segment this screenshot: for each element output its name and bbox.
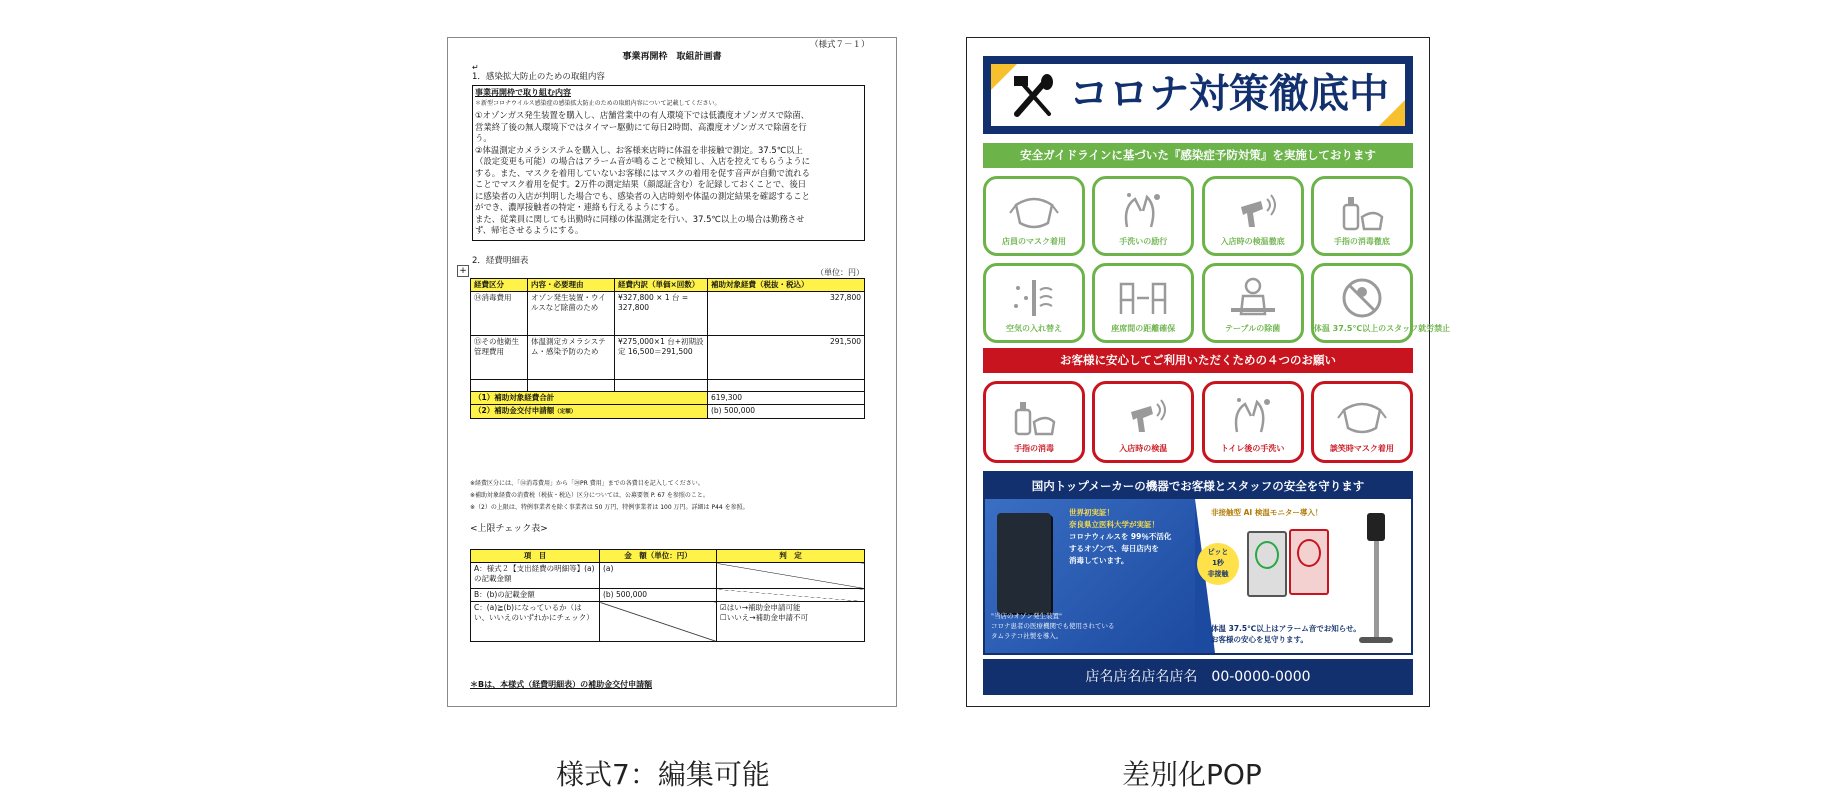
total2-note: （定額） <box>554 409 577 415</box>
row-category: ⑭消毒費用 <box>471 292 528 336</box>
ai-stand-pole <box>1374 541 1379 641</box>
tile-label: 体温 37.5℃以上のスタッフ就労禁止 <box>1313 324 1451 333</box>
tile-label: 座席間の距離確保 <box>1111 324 1176 333</box>
total1-value: 619,300 <box>708 392 865 405</box>
check-row <box>471 589 865 602</box>
ai-stand-base <box>1359 637 1393 643</box>
guideline-tile <box>1092 263 1194 343</box>
measures-line: ①オゾンガス発生装置を購入し、店舗営業中の有人環境下では低濃度オゾンガスで除菌、 <box>475 110 810 120</box>
note-1: ※経費区分には、「⑭消毒費用」から「⑳PR 費用」までの各費目を記入してください。 <box>470 480 704 487</box>
table-row <box>471 292 865 336</box>
tile-label: 手洗いの励行 <box>1119 237 1168 246</box>
section1-heading: 1．感染拡大防止のための取組内容 <box>472 72 605 82</box>
measures-line: に感染者の入店が判明した場合でも、感染者の入店時刻や体温の測定結果を確認すること <box>475 190 810 201</box>
measures-note: ＊新型コロナウイルス感染症の感染拡大防止のための取組内容について記載してください。 <box>475 100 721 107</box>
request-tile <box>983 381 1085 463</box>
tile-label: 入店時の検温徹底 <box>1220 237 1285 246</box>
ai-monitor-image-2 <box>1289 529 1329 595</box>
tile-label: トイレ後の手洗い <box>1220 444 1285 453</box>
check-row <box>471 563 865 589</box>
measures-line: ができ、濃厚接触者の特定・連絡も行えるようにする。 <box>475 202 685 212</box>
grant-row <box>471 405 865 419</box>
measures-text <box>475 110 810 237</box>
table-move-handle[interactable]: + <box>457 265 469 277</box>
ozone-line: 奈良県立医科大学が実証！ <box>1069 520 1159 529</box>
guideline-tile <box>1311 263 1451 343</box>
check-judge-crossed <box>717 589 865 602</box>
measures-line: う。 <box>475 133 492 143</box>
caption-right: 差別化POP <box>1122 758 1262 791</box>
check-judge <box>717 602 865 642</box>
tile-label: 店員のマスク着用 <box>1002 237 1066 246</box>
ai-line: お客様の安心を見守ります。 <box>1211 635 1308 644</box>
check-row <box>471 602 865 642</box>
check-item: B：(b)の記載金額 <box>471 589 600 602</box>
total-row <box>471 392 865 405</box>
tile-label: 談笑時マスク着用 <box>1329 444 1394 453</box>
header-category: 経費区分 <box>471 279 528 292</box>
measures-line: 営業終了後の無人環境下ではタイマー駆動にて毎日2時間、高濃度オゾンガスで除菌を行 <box>475 121 807 132</box>
ozone-small-line: "当店のオゾン発生装置" <box>991 612 1062 620</box>
badge-line: ピッと <box>1207 548 1229 556</box>
check-item: C：(a)≧(b)になっているか（はい、いいえのいずれかにチェック） <box>471 602 600 642</box>
check-amount: (b) 500,000 <box>600 589 717 602</box>
ai-stand-head <box>1367 513 1385 541</box>
check-no-option[interactable]: ☐いいえ→補助金申請不可 <box>720 613 809 622</box>
document-title: 事業再開枠 取組計画書 <box>622 52 722 62</box>
measures-line: ことでマスク着用を促す。2万件の測定結果（顔認証含む）を記録しておくことで、後日 <box>475 179 807 189</box>
covid-measures-pop <box>966 37 1451 707</box>
check-item: A：様式２【支出経費の明細等】(a)の記載金額 <box>471 563 600 589</box>
unit-label: （単位：円） <box>816 268 864 277</box>
row-amount: 327,800 <box>708 292 865 336</box>
ozone-line: 消毒しています。 <box>1069 556 1129 565</box>
total2-cell <box>471 405 708 419</box>
measures-line: （設定変更も可能）の場合はアラーム音が鳴ることで検知し、入店を控えてもらうように <box>475 156 810 166</box>
guideline-tile <box>983 176 1085 256</box>
contactless-badge <box>1197 543 1239 585</box>
check-header-item: 項 目 <box>471 550 600 563</box>
row-amount: 291,500 <box>708 336 865 380</box>
check-table <box>470 549 865 642</box>
expense-table-header <box>471 279 865 292</box>
row-detail: ¥275,000×1 台+初期設定 16,500＝291,500 <box>615 336 708 380</box>
check-header-judge: 判 定 <box>717 550 865 563</box>
pop-title: コロナ対策徹底中 <box>1069 71 1389 117</box>
total1-label: （1）補助対象経費合計 <box>471 392 708 405</box>
request-tile <box>1311 381 1413 463</box>
expense-table <box>470 278 865 419</box>
footer-note: ＊Bは、本様式（経費明細表）の補助金交付申請額 <box>470 680 653 689</box>
measures-line: ず、帰宅させるようにする。 <box>475 225 584 235</box>
header-detail: 経費内訳（単価×回数） <box>615 279 708 292</box>
title-frame <box>983 56 1413 134</box>
tile-label: 手指の消毒徹底 <box>1333 237 1390 246</box>
green-banner: 安全ガイドラインに基づいた『感染症予防対策』を実施しております <box>983 143 1413 168</box>
utensils-icon <box>1009 74 1057 118</box>
guideline-tile <box>1202 263 1304 343</box>
ozone-line: 世界初実証！ <box>1069 508 1114 517</box>
note-2: ※補助対象経費の消費税（税抜・税込）区分については、公募要領 P. 67 を参照のこと。 <box>470 492 709 499</box>
guideline-tile <box>1202 176 1304 256</box>
ozone-small-text <box>991 611 1115 641</box>
ozone-line: するオゾンで、毎日店内を <box>1069 544 1159 553</box>
ai-line: 体温 37.5℃以上はアラーム音でお知らせ。 <box>1211 624 1361 633</box>
expense-plan-document: （様式７－１） 事業再開枠 取組計画書 ↵ 1．感染拡大防止のための取組内容 事業再開枠で取り組む内容 ＊新型コロナウイルス感染症の感染拡大防止のための取組内容について記載してください。 ①オゾンガス発生装置を購入し、店舗営業中の有人環境下では低濃度オゾンガスで除菌、 営業終了後の無人環境下ではタイマー駆動にて毎日2時間、高濃度オゾンガスで除菌を行 う。 ②体温測定カメラシステムを購入し、お客様来店時に体温を非接触で測定。37.5℃以上 （設定変更も可能）の場合はアラーム音が鳴ることで検知し、入店を控えてもらうように する。また、マスクを着用していないお客様にはマスクの着用を促す音声が自動で流れる ことでマスク着用を促す。2万件の測定結果（顔認証含む）を記録しておくことで、後日 に感染者の入店が判明した場合でも、感染者の入店時刻や体温の測定結果を確認すること ができ、濃厚接触者の特定・連絡も行えるようにする。 また、従業員に関しても出勤時に同様の体温測定を行い、37.5℃以上の場合は勤務させ ず、帰宅させるようにする。 2．経費明細表 + （単位：円） 経費区分 内容・必要理由 経費内訳（単価×回数） 補助対象経費（税抜・税込） ⑭消毒費用 オゾン発生装置・ウイルスなど除菌のため ¥327,800 × 1 台 = 327,800 327,800 ⑮その他衛生管理費用 体温測定カメラシステム・感染予防のため ¥275,000×1 台+初期設定 16,500＝291,500 291,500 （1）補助対象経費合計 619,300 （2）補助金交付申請額（定額） (b) 500,000 ※経費区分には、「⑭消毒費用」から「⑳PR 費用」までの各費目を記入してください。 ※補助対象経費の消費税（税抜・税込）区分については、公募要領 P. 67 を参照のこと。 ※（2）の上限は、特例事業者を除く事業者は 50 万円、特例事業者は 100 万円。詳細は P44 を参照。 <上限チェック表> 項 目 金 額（単位：円） 判 定 A：様式２【支出経費の明細等】(a)の記載金額 (a) B：(b)の記載金額 (b) 500,000 C：(a)≧(b)になっているか（はい、いいえのいずれかにチェック） ☑はい→補助金申請可能 ☐いいえ→補助金申請不可 ＊Bは、本様式（経費明細表）の補助金交付申請額 <box>447 37 897 707</box>
total2-value: (b) 500,000 <box>708 405 865 419</box>
section2-heading: 2．経費明細表 <box>472 256 529 266</box>
row-detail: ¥327,800 × 1 台 = 327,800 <box>615 292 708 336</box>
request-tile <box>1202 381 1304 463</box>
measures-line: また、従業員に関しても出勤時に同様の体温測定を行い、37.5℃以上の場合は勤務させ <box>475 213 805 224</box>
guideline-tile <box>1092 176 1194 256</box>
check-header-amount: 金 額（単位：円） <box>600 550 717 563</box>
check-heading: <上限チェック表> <box>470 524 548 534</box>
note-3: ※（2）の上限は、特例事業者を除く事業者は 50 万円、特例事業者は 100 万円。詳細は P44 を参照。 <box>470 504 749 511</box>
guideline-tile <box>1311 176 1413 256</box>
check-amount: (a) <box>600 563 717 589</box>
ozone-area <box>985 499 1195 653</box>
ozone-text <box>1069 507 1171 567</box>
tile-label: 手指の消毒 <box>1014 444 1054 453</box>
tile-label: 入店時の検温 <box>1119 444 1168 453</box>
measures-box <box>472 85 865 241</box>
guideline-tile <box>983 263 1085 343</box>
ai-text <box>1211 623 1361 645</box>
measures-line: ②体温測定カメラシステムを購入し、お客様来店時に体温を非接触で測定。37.5℃以上 <box>475 144 803 155</box>
form-label: （様式７－１） <box>810 40 870 50</box>
row-category: ⑮その他衛生管理費用 <box>471 336 528 380</box>
title-inner <box>991 64 1405 126</box>
red-banner: お客様に安心してご利用いただくための４つのお願い <box>983 348 1413 373</box>
check-yes-option[interactable]: ☑はい→補助金申請可能 <box>720 603 801 612</box>
badge-line: 非接触 <box>1207 570 1229 578</box>
measures-line: する。また、マスクを着用していないお客様にはマスクの着用を促す音声が自動で流れる <box>475 167 810 178</box>
tile-label: テーブルの除菌 <box>1224 324 1281 333</box>
measures-heading: 事業再開枠で取り組む内容 <box>475 88 571 97</box>
ozone-small-line: タムラテコ社製を導入。 <box>991 632 1063 640</box>
ai-monitor-image-1 <box>1247 531 1287 597</box>
request-tile <box>1092 381 1194 463</box>
total2-label: （2）補助金交付申請額 <box>474 406 555 415</box>
ozone-device-image <box>997 513 1051 613</box>
store-footer: 店名店名店名店名 00-0000-0000 <box>983 659 1413 695</box>
check-amount-crossed <box>600 602 717 642</box>
tile-label: 空気の入れ替え <box>1006 324 1062 333</box>
caption-left: 様式7：編集可能 <box>556 758 770 791</box>
row-reason: オゾン発生装置・ウイルスなど除菌のため <box>528 292 615 336</box>
check-table-header <box>471 550 865 563</box>
row-reason: 体温測定カメラシステム・感染予防のため <box>528 336 615 380</box>
table-row-empty <box>471 380 865 392</box>
blue-banner: 国内トップメーカーの機器でお客様とスタッフの安全を守ります <box>985 473 1411 499</box>
ozone-small-line: コロナ患者の医療機関でも使用されている <box>991 622 1115 630</box>
header-reason: 内容・必要理由 <box>528 279 615 292</box>
header-amount: 補助対象経費（税抜・税込） <box>708 279 865 292</box>
badge-line: 1秒 <box>1212 559 1224 567</box>
ai-heading: 非接触型 AI 検温モニター導入！ <box>1211 508 1323 517</box>
equipment-panel <box>983 471 1413 655</box>
table-row <box>471 336 865 380</box>
ozone-line: コロナウィルスを 99％不活化 <box>1069 532 1172 541</box>
check-judge-crossed <box>717 563 865 589</box>
